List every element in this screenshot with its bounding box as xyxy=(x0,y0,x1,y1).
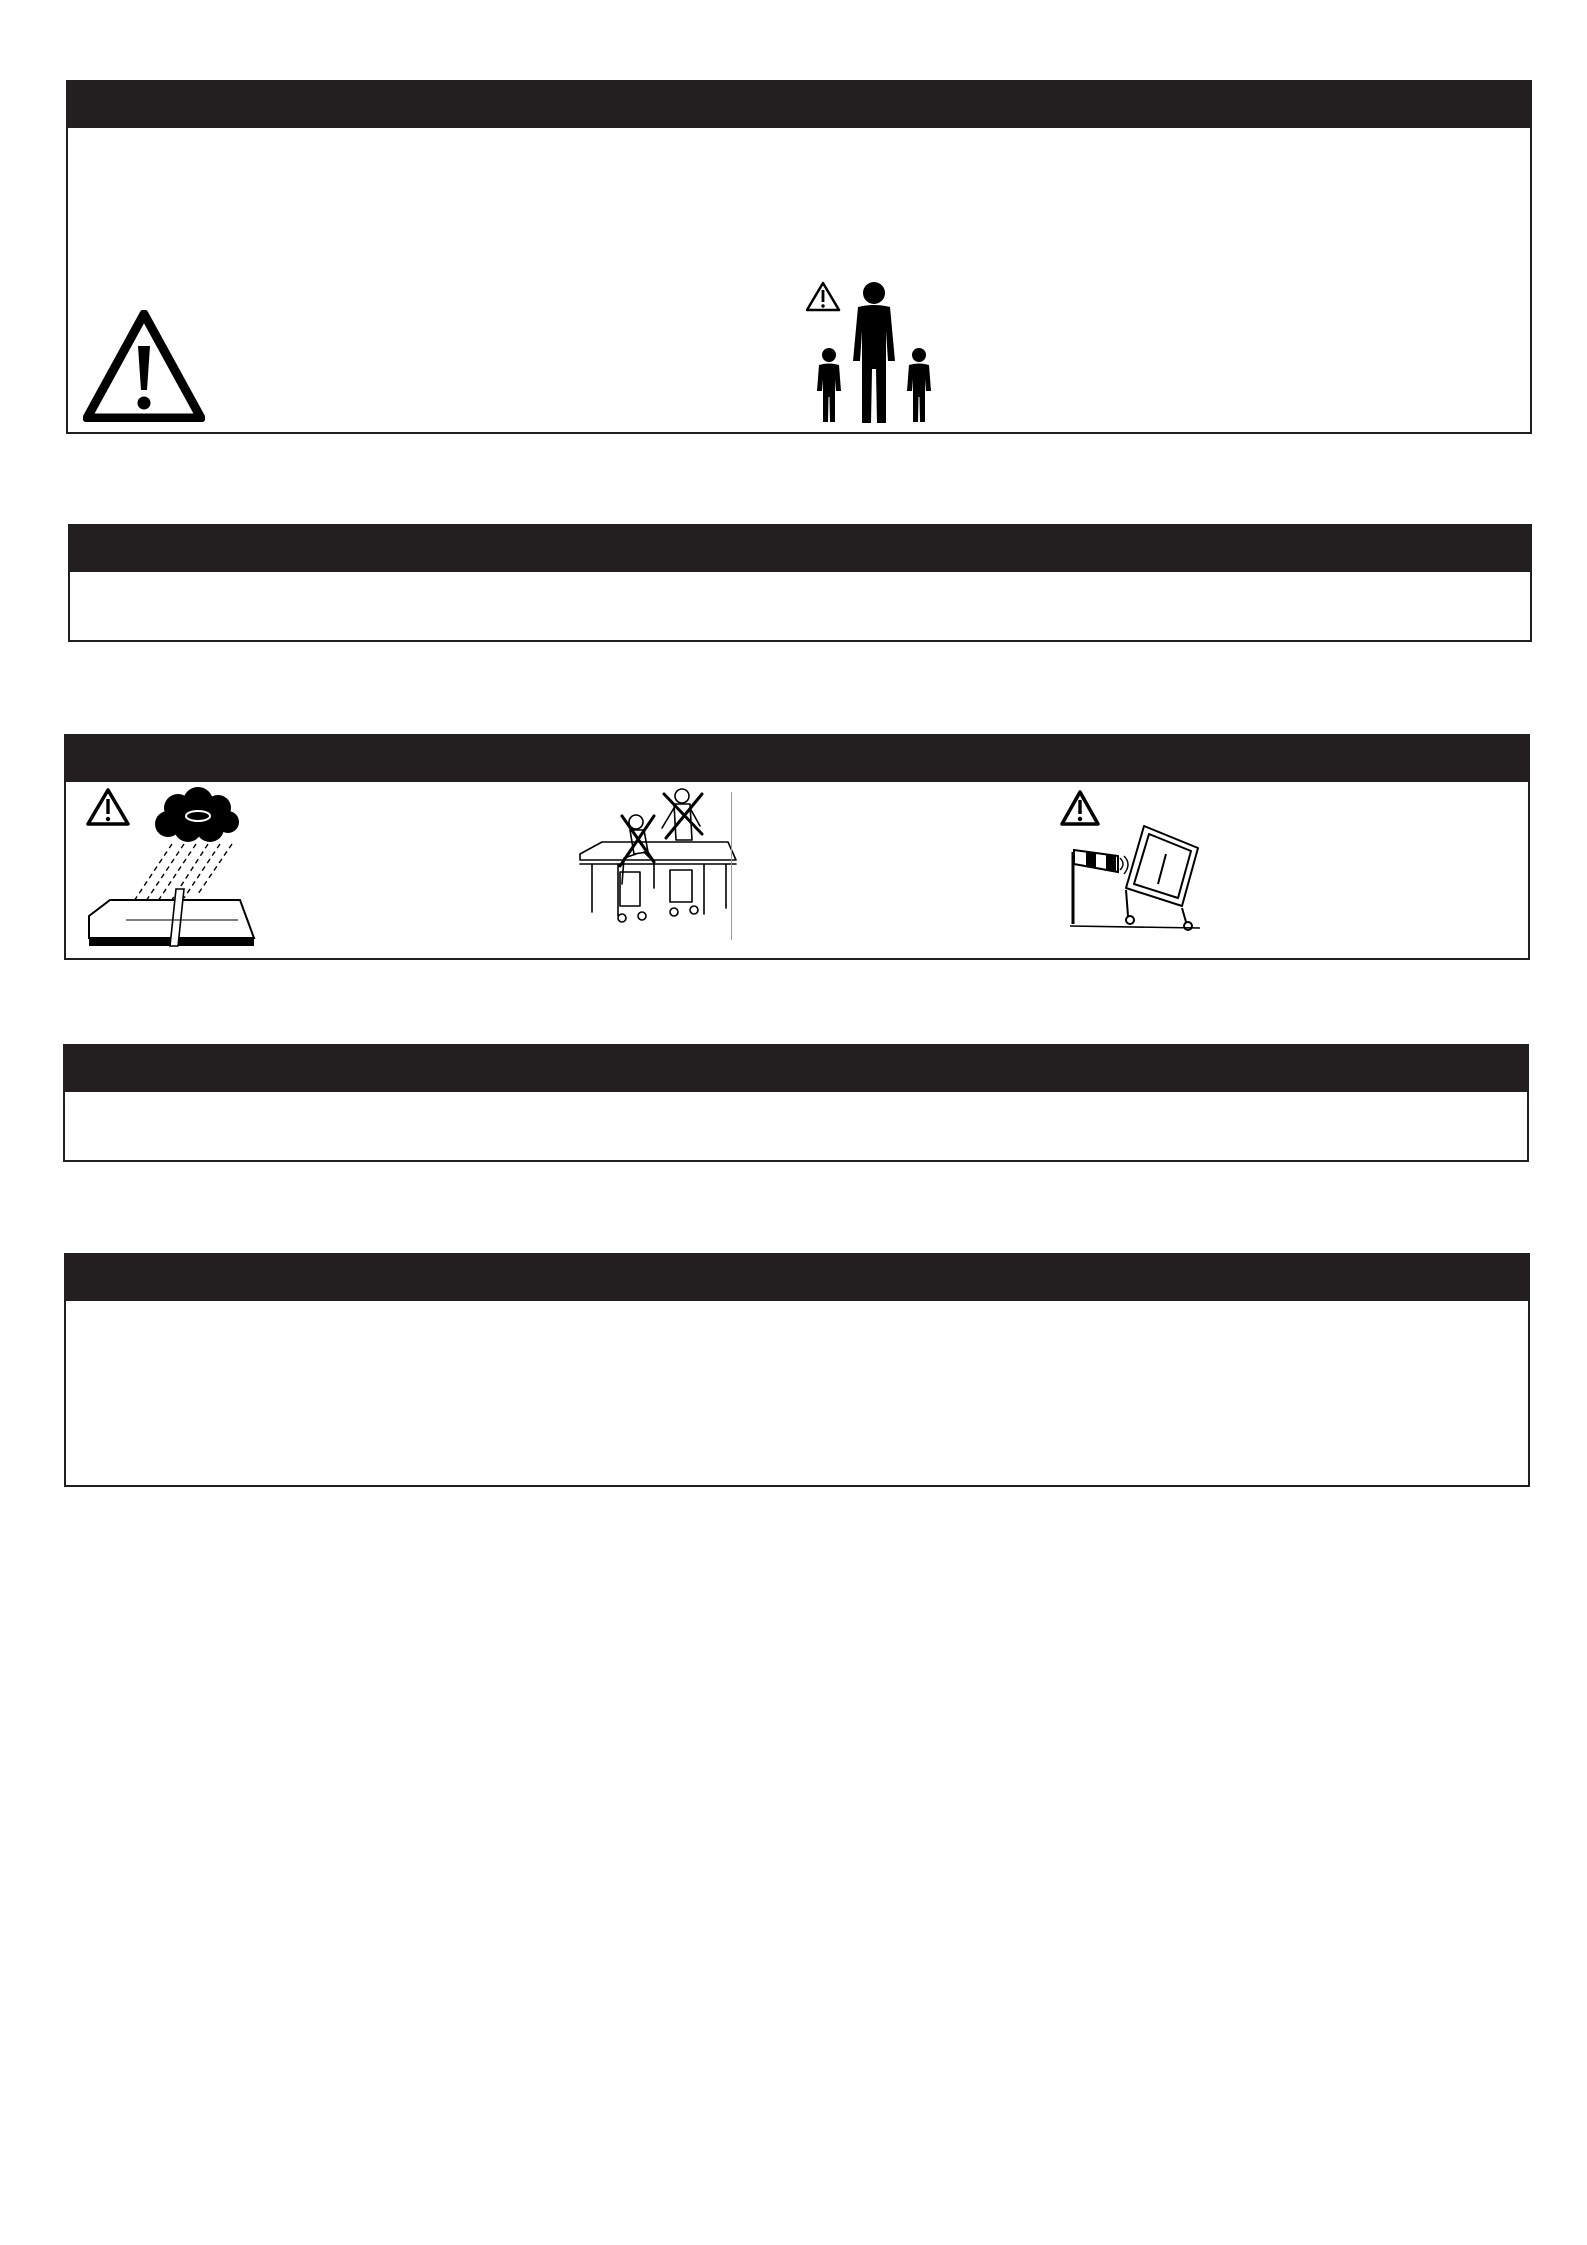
section-1 xyxy=(66,80,1532,434)
rain-warning-icon xyxy=(86,786,258,950)
section-3-column-divider xyxy=(731,792,732,940)
warning-triangle-icon xyxy=(83,310,205,422)
section-4 xyxy=(63,1044,1529,1162)
wind-warning-icon xyxy=(1060,788,1204,936)
section-3-header-bar xyxy=(66,736,1528,782)
section-2 xyxy=(68,524,1532,642)
section-3 xyxy=(64,734,1530,960)
section-4-header-bar xyxy=(65,1046,1527,1092)
no-climbing-on-table-icon xyxy=(578,788,738,926)
section-5-header-bar xyxy=(66,1255,1528,1301)
section-1-header-bar xyxy=(68,82,1530,128)
section-5 xyxy=(64,1253,1530,1487)
adult-with-children-icon xyxy=(806,279,942,425)
section-2-header-bar xyxy=(70,526,1530,572)
